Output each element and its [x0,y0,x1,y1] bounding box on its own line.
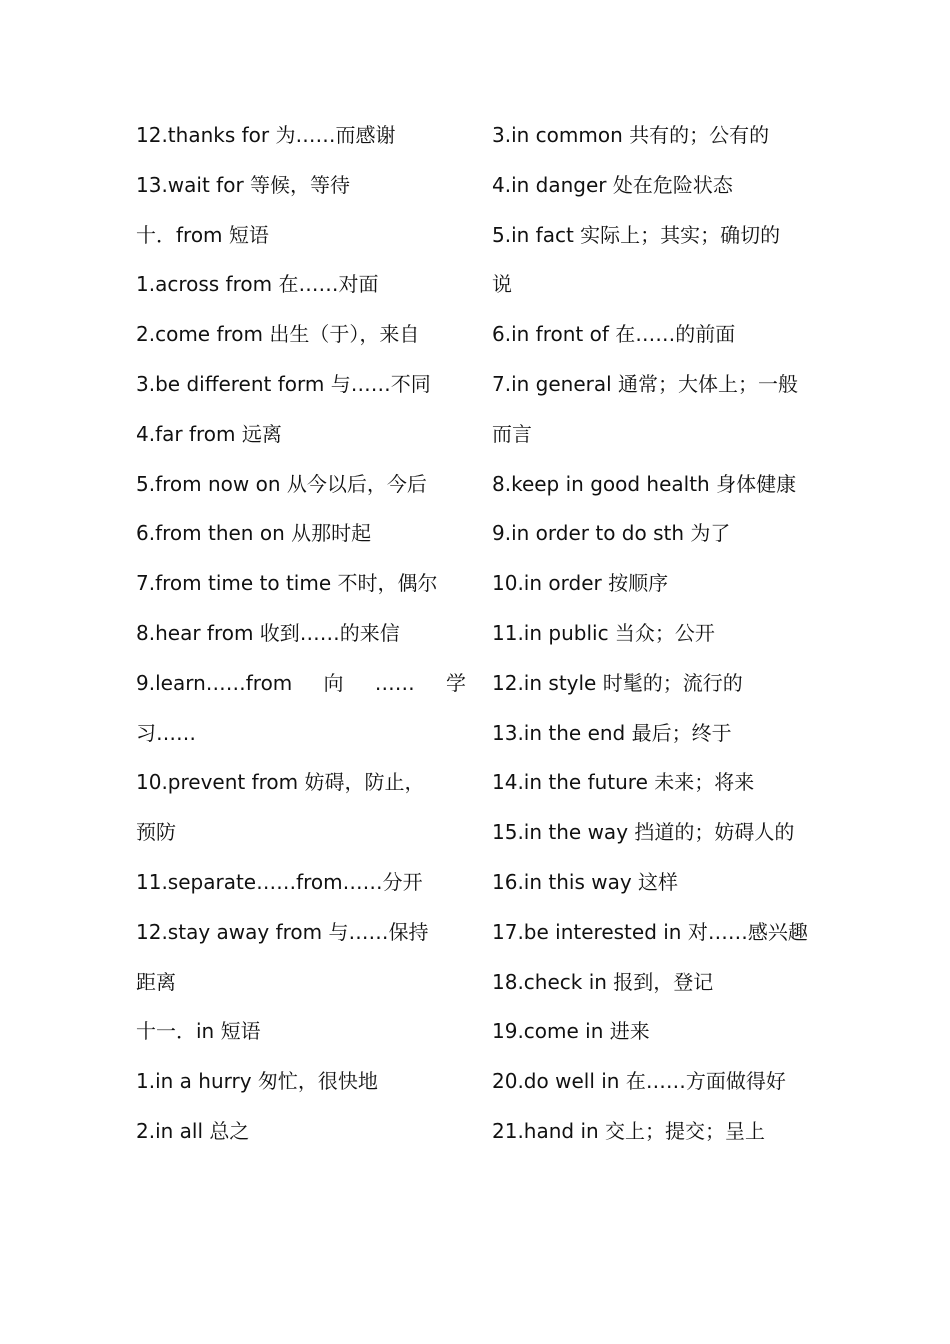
phrase-line: 7.from time to time 不时，偶尔 [136,571,438,596]
phrase-line: 10.prevent from 妨碍，防止， [136,770,425,795]
phrase-line: 16.in this way 这样 [492,869,679,894]
phrase-line: 11.in public 当众；公开 [492,620,715,645]
phrase-line: 19.come in 进来 [492,1019,650,1044]
phrase-line: 10.in order 按顺序 [492,571,669,596]
phrase-line: 15.in the way 挡道的；妨碍人的 [492,820,795,845]
phrase-line: 距离 [136,969,176,994]
phrase-line: 12.in style 时髦的；流行的 [492,670,743,695]
phrase-line: 2.in all 总之 [136,1118,250,1143]
phrase-line: 2.come from 出生（于），来自 [136,322,420,347]
right-column [492,111,822,1157]
phrase-line: 14.in the future 未来；将来 [492,770,755,795]
phrase-line: 11.separate……from……分开 [136,869,423,894]
phrase-part: 9.learn……from [136,670,293,695]
phrase-line: 8.keep in good health 身体健康 [492,471,797,496]
phrase-line: 8.hear from 收到……的来信 [136,620,400,645]
phrase-part: 向 [323,670,344,695]
phrase-line: 4.far from 远离 [136,421,282,446]
phrase-line: 13.in the end 最后；终于 [492,720,732,745]
phrase-line: 预防 [136,820,176,845]
phrase-line: 而言 [492,421,532,446]
phrase-line: 13.wait for 等候，等待 [136,172,351,197]
phrase-line: 1.across from 在……对面 [136,272,379,297]
phrase-line: 9.in order to do sth 为了 [492,521,731,546]
phrase-line: 5.in fact 实际上；其实；确切的 [492,222,781,247]
section-heading: 十．from 短语 [136,222,269,247]
phrase-line: 7.in general 通常；大体上；一般 [492,371,799,396]
phrase-part: 学 [446,670,466,695]
phrase-line: 6.in front of 在……的前面 [492,322,736,347]
phrase-line: 20.do well in 在……方面做得好 [492,1069,786,1094]
phrase-line: 17.be interested in 对……感兴趣 [492,919,808,944]
phrase-line: 5.from now on 从今以后，今后 [136,471,427,496]
phrase-line: 习…… [136,720,196,745]
phrase-line: 说 [492,272,512,297]
phrase-line: 6.from then on 从那时起 [136,521,372,546]
phrase-part: …… [374,670,415,695]
phrase-line: 18.check in 报到，登记 [492,969,714,994]
left-column [136,111,466,1157]
phrase-line: 12.thanks for 为……而感谢 [136,123,396,147]
section-heading: 十一．in 短语 [136,1019,261,1044]
phrase-line: 21.hand in 交上；提交；呈上 [492,1118,766,1143]
phrase-line: 4.in danger 处在危险状态 [492,172,733,197]
phrase-line: 3.in common 共有的；公有的 [492,123,770,147]
phrase-line: 12.stay away from 与……保持 [136,919,429,944]
phrase-line: 3.be different form 与……不同 [136,371,431,396]
phrase-line-justified [136,659,466,709]
phrase-line: 1.in a hurry 匆忙，很快地 [136,1069,378,1094]
